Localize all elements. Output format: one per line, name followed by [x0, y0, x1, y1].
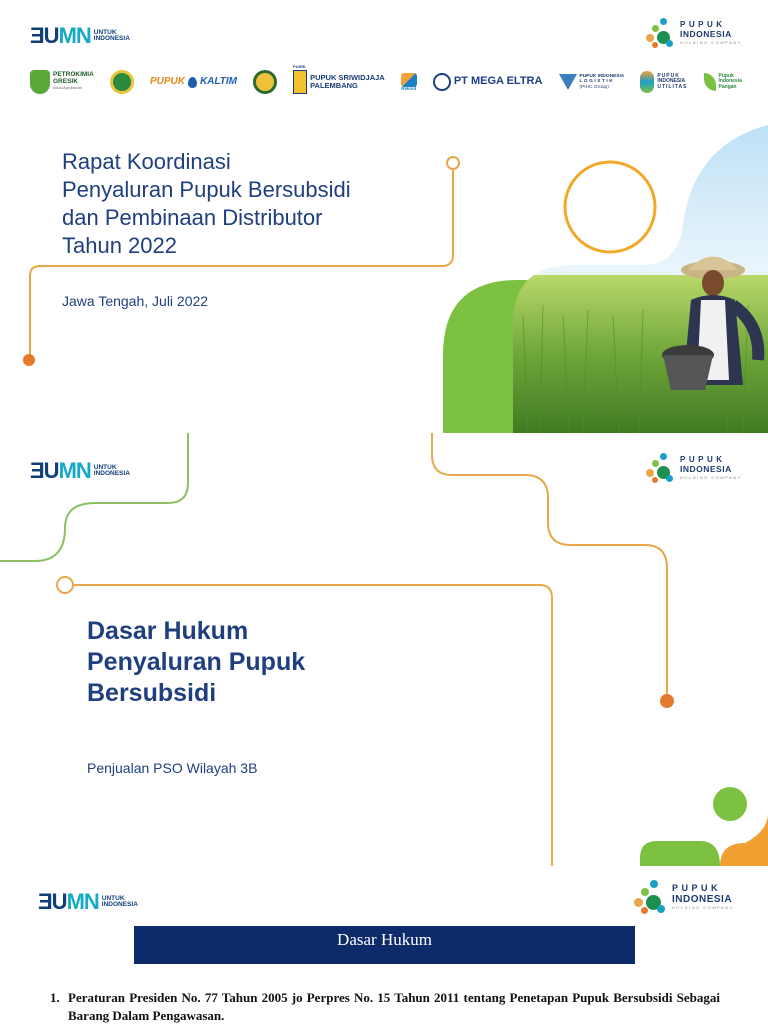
green-dot — [713, 787, 747, 821]
pi-name-line1: PUPUK — [680, 20, 726, 30]
slide-content — [0, 866, 768, 1024]
bumn-mark: ƎUMN — [30, 458, 91, 483]
mega-eltra-globe-icon — [433, 73, 451, 91]
pupuk-indonesia-logo — [646, 453, 742, 483]
law-item-text: Peraturan Presiden No. 77 Tahun 2005 jo Perpres No. 15 Tahun 2011 tentang Penetapan Pupuk Bersubsidi Sebagai Barang Dalam Pengawasan. — [68, 990, 720, 1023]
pi-dots-icon — [646, 453, 676, 483]
logo-pupuk-iskandar-muda — [253, 70, 277, 94]
slide-title-subtitle: Jawa Tengah, Juli 2022 — [62, 293, 209, 309]
dot-marker — [660, 694, 674, 708]
pangan-leaf-icon — [704, 73, 716, 91]
bumn-logo — [30, 25, 130, 47]
law-list-item — [50, 989, 720, 1024]
logo-pupuk-sriwidjaja: PUSRI PUPUK SRIWIDJAJA PALEMBANG — [293, 70, 385, 94]
section-title-heading: Dasar Hukum Penyaluran Pupuk Bersubsidi — [87, 617, 306, 707]
hero-photo — [443, 125, 768, 433]
slide-title-heading: Rapat Koordinasi Penyaluran Pupuk Bersubsidi dan Pembinaan Distributor Tahun 2022 — [62, 149, 351, 258]
pupuk-indonesia-logo — [646, 18, 742, 48]
pusri-emblem-icon: PUSRI — [293, 70, 307, 94]
pi-name-line2: INDONESIA — [672, 894, 733, 905]
petrokimia-icon — [30, 70, 50, 94]
pi-name-line1: PUPUK — [672, 883, 722, 893]
logo-mega-eltra: PT MEGA ELTRA — [433, 73, 543, 91]
logo-pupuk-indonesia-utilitas: PUPUK INDONESIA UTILITAS — [640, 71, 687, 93]
bumn-mark: ƎUMN — [38, 889, 99, 914]
iskandar-muda-emblem-icon — [253, 70, 277, 94]
kaltim-drop-icon — [188, 77, 197, 88]
slide-section — [0, 433, 768, 866]
pi-dots-icon — [634, 880, 668, 914]
rekind-icon — [401, 73, 417, 87]
pi-name-line1: PUPUK — [680, 455, 726, 465]
logo-pupuk-indonesia-pangan: Pupuk Indonesia Pangan — [704, 73, 742, 91]
pi-tagline: HOLDING COMPANY — [672, 905, 734, 910]
bumn-logo — [38, 891, 138, 913]
dot-marker — [23, 354, 35, 366]
slide-title — [0, 0, 768, 433]
ring-marker — [57, 577, 73, 593]
section-subtitle: Penjualan PSO Wilayah 3B — [87, 760, 258, 776]
logo-pupuk-kaltim: PUPUK KALTIM — [149, 75, 237, 87]
pi-name-line2: INDONESIA — [680, 464, 732, 475]
bumn-logo — [30, 460, 130, 482]
logo-petrokimia: PETROKIMIA GRESIK Solusi Agroindustri — [30, 70, 94, 94]
bumn-tagline: UNTUK INDONESIA — [101, 894, 138, 908]
subsidiary-logos — [30, 66, 742, 98]
pi-dots-icon — [646, 18, 676, 48]
law-item-number: 1. — [50, 990, 60, 1005]
pi-tagline: HOLDING COMPANY — [680, 39, 742, 45]
bumn-tagline: UNTUK INDONESIA — [93, 463, 130, 477]
logo-rekind: Rekind — [401, 73, 417, 92]
bumn-tagline: UNTUK INDONESIA — [93, 28, 130, 42]
logo-pupuk-kujang — [110, 70, 134, 94]
utilitas-icon — [640, 71, 654, 93]
section-banner: Dasar Hukum — [134, 926, 635, 964]
logistik-chevron-icon — [559, 74, 577, 90]
bumn-mark: ƎUMN — [30, 23, 91, 48]
pupuk-indonesia-logo — [634, 880, 734, 914]
pi-name-line2: INDONESIA — [680, 29, 732, 40]
pi-tagline: HOLDING COMPANY — [680, 474, 742, 480]
kujang-emblem-icon — [110, 70, 134, 94]
logo-pupuk-indonesia-logistik: PUPUK INDONESIA LOGISTIK (PIHC Group) — [559, 74, 625, 90]
